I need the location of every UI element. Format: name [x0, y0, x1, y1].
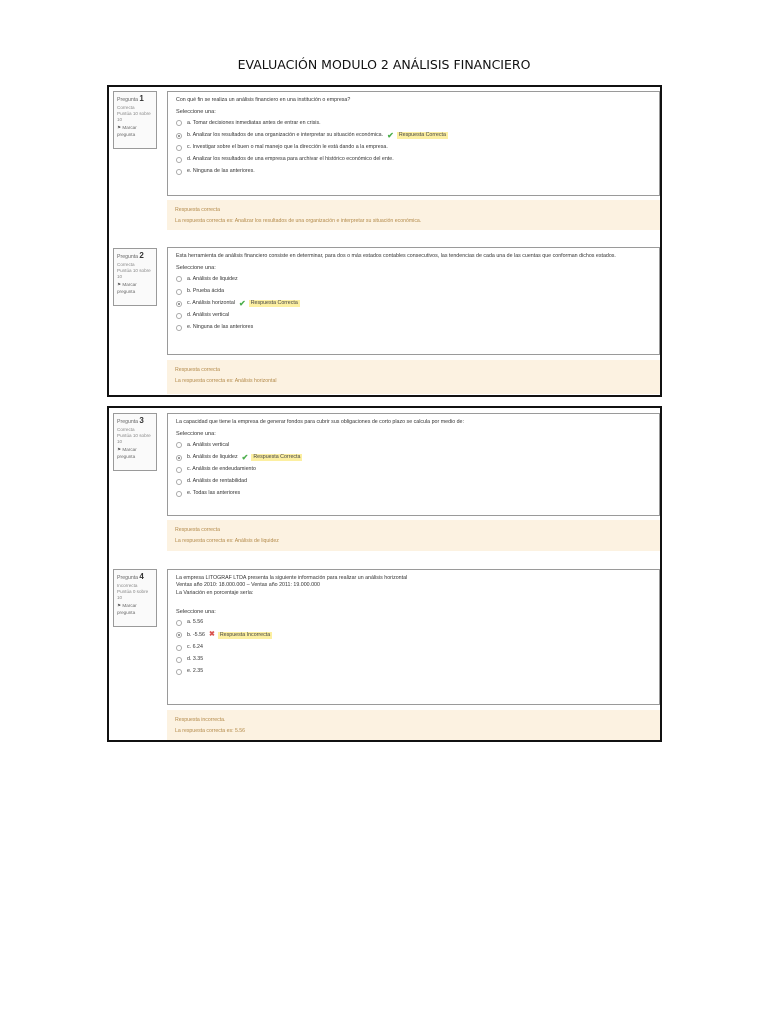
answer-option-label: b. -5.56 [187, 631, 205, 638]
flag-label: Marcar pregunta [117, 447, 137, 459]
flag-question-link[interactable] [117, 447, 153, 459]
cross-icon: ✖ [208, 631, 215, 639]
select-one-prompt: Seleccione una: [176, 265, 216, 272]
answer-feedback-tag: Respuesta Incorrecta [219, 631, 271, 638]
answer-radio[interactable] [176, 442, 182, 448]
answer-radio[interactable] [176, 467, 182, 473]
question-label: Pregunta [117, 254, 139, 260]
answer-option[interactable] [176, 273, 651, 285]
answer-option-label: a. Tomar decisiones inmediatas antes de entrar en crisis. [187, 119, 321, 126]
answer-radio[interactable] [176, 301, 182, 307]
flag-label: Marcar pregunta [117, 125, 137, 137]
question-feedback [167, 200, 660, 230]
question-text: La empresa LITOGRAF LTDA presenta la siguiente información para realizar un análisis horizontal [176, 575, 408, 581]
question-formulation [167, 413, 660, 516]
answer-radio[interactable] [176, 276, 182, 282]
question-state: Correcta [117, 261, 135, 267]
question-formulation [167, 91, 660, 196]
question-heading [117, 416, 153, 427]
screenshot-block-1 [107, 85, 662, 397]
question-points: Puntúa 10 sobre 10 [117, 110, 151, 123]
answer-option[interactable] [176, 310, 651, 322]
question-number: 1 [139, 94, 144, 103]
question-points: Puntúa 10 sobre 10 [117, 267, 151, 280]
check-icon: ✔ [239, 299, 246, 309]
answer-feedback-tag: Respuesta Correcta [253, 453, 301, 460]
select-one-prompt: Seleccione una: [176, 609, 216, 616]
question-text: La capacidad que tiene la empresa de generar fondos para cubrir sus obligaciones de corto plazo se calcula por medio de: [176, 419, 464, 425]
question-label: Pregunta [117, 419, 139, 425]
answer-option[interactable] [176, 654, 651, 666]
feedback-title: Respuesta incorrecta. [175, 717, 226, 723]
question-points: Puntúa 0 sobre 10 [117, 588, 149, 601]
feedback-correct-answer: La respuesta correcta es: Análisis de liquidez [175, 538, 279, 545]
answer-option[interactable] [176, 142, 651, 154]
screenshot-block-2 [107, 406, 662, 742]
question-info-box [113, 413, 157, 471]
answer-radio[interactable] [176, 669, 182, 675]
question-extra-line: Ventas año 2010: 18.000.000 – Ventas año 2011: 19.000.000 [176, 582, 320, 589]
answer-option-label: b. Prueba ácida [187, 287, 225, 294]
answer-radio[interactable] [176, 479, 182, 485]
question-text: Con qué fin se realiza un análisis financiero en una institución o empresa? [176, 97, 351, 103]
answer-option-label: e. Ninguna de las anteriores [187, 324, 254, 331]
question-feedback [167, 710, 660, 740]
answer-option[interactable] [176, 666, 651, 678]
question-info-box [113, 91, 157, 149]
answer-radio[interactable] [176, 632, 182, 638]
answer-option[interactable] [176, 629, 651, 641]
answer-option[interactable] [176, 322, 651, 334]
answer-radio[interactable] [176, 645, 182, 651]
answer-option[interactable] [176, 154, 651, 166]
answer-feedback-tag: Respuesta Correcta [398, 131, 446, 138]
question-info-box [113, 248, 157, 306]
flag-question-link[interactable] [117, 282, 153, 294]
answer-radio[interactable] [176, 313, 182, 319]
select-one-prompt: Seleccione una: [176, 109, 216, 116]
answer-option[interactable] [176, 641, 651, 653]
question-number: 2 [139, 251, 144, 260]
answer-radio[interactable] [176, 120, 182, 126]
flag-question-link[interactable] [117, 125, 153, 137]
question-state: Incorrecta [117, 582, 138, 588]
question-formulation [167, 247, 660, 355]
feedback-title: Respuesta correcta [175, 367, 220, 373]
answer-option-label: d. Análisis vertical [187, 312, 230, 319]
answer-option-label: a. Análisis de liquidez [187, 275, 238, 282]
flag-question-link[interactable] [117, 603, 153, 615]
question-heading [117, 572, 153, 583]
feedback-correct-answer: La respuesta correcta es: 5.56 [175, 728, 246, 735]
answer-option-label: d. Análisis de rentabilidad [187, 478, 248, 485]
answer-option-label: c. Investigar sobre el buen o mal manejo que la dirección le está dando a la empresa. [187, 144, 388, 150]
answer-option[interactable] [176, 285, 651, 297]
answer-radio[interactable] [176, 169, 182, 175]
question-info-box [113, 569, 157, 627]
answer-option[interactable] [176, 298, 651, 310]
answer-option[interactable] [176, 451, 651, 463]
answer-option-label: b. Analizar los resultados de una organización e interpretar su situación económica. [187, 131, 384, 138]
question-label: Pregunta [117, 97, 139, 103]
answer-option[interactable] [176, 166, 651, 178]
flag-icon: ⚑ [117, 447, 123, 453]
question-extra-line: La Variación en porcentaje sería: [176, 589, 254, 596]
question-state: Correcta [117, 104, 135, 110]
answer-option[interactable] [176, 488, 651, 500]
feedback-correct-answer: La respuesta correcta es: Analizar los resultados de una organización e interpretar su situación económica. [175, 218, 422, 225]
answer-option-label: a. 5.56 [187, 619, 204, 626]
flag-icon: ⚑ [117, 125, 123, 131]
question-heading [117, 94, 153, 105]
question-feedback [167, 520, 660, 551]
answer-option-label: c. 6.24 [187, 643, 203, 650]
document-title: EVALUACIÓN MODULO 2 ANÁLISIS FINANCIERO [237, 57, 531, 72]
answer-option[interactable] [176, 129, 651, 141]
answer-radio[interactable] [176, 289, 182, 295]
flag-label: Marcar pregunta [117, 603, 137, 615]
answer-option-label: c. Análisis horizontal [187, 300, 235, 306]
feedback-title: Respuesta correcta [175, 207, 220, 213]
check-icon: ✔ [241, 452, 249, 462]
answer-option-label: a. Análisis vertical [187, 441, 230, 448]
question-formulation [167, 569, 660, 705]
answer-option-label: c. Análisis de endeudamiento [187, 466, 256, 472]
question-text: Esta herramienta de análisis financiero consiste en determinar, para dos o más estados contables consecutivos, las tendencias de cada una de las cuentas que conforman dichos estados. [176, 253, 616, 259]
feedback-title: Respuesta correcta [175, 527, 220, 533]
question-number: 3 [139, 416, 144, 425]
answer-option[interactable] [176, 117, 651, 129]
answer-option-label: e. Todas las anteriores [187, 490, 241, 497]
question-state: Correcta [117, 426, 135, 432]
answer-radio[interactable] [176, 455, 182, 461]
answer-option[interactable] [176, 439, 651, 451]
question-points: Puntúa 10 sobre 10 [117, 432, 151, 445]
answer-feedback-tag: Respuesta Correcta [250, 300, 298, 306]
flag-label: Marcar pregunta [117, 282, 137, 294]
select-one-prompt: Seleccione una: [176, 431, 216, 438]
answer-radio[interactable] [176, 325, 182, 331]
answer-option[interactable] [176, 476, 651, 488]
answer-option[interactable] [176, 464, 651, 476]
answer-radio[interactable] [176, 620, 182, 626]
answer-radio[interactable] [176, 157, 182, 163]
question-feedback [167, 360, 660, 394]
flag-icon: ⚑ [117, 603, 123, 609]
flag-icon: ⚑ [117, 282, 123, 288]
answer-option[interactable] [176, 617, 651, 629]
feedback-correct-answer: La respuesta correcta es: Análisis horizontal [175, 378, 277, 385]
question-heading [117, 251, 153, 262]
check-icon: ✔ [387, 130, 394, 140]
question-label: Pregunta [117, 575, 139, 581]
answer-radio[interactable] [176, 491, 182, 497]
answer-radio[interactable] [176, 657, 182, 663]
answer-radio[interactable] [176, 133, 182, 139]
answer-radio[interactable] [176, 145, 182, 151]
answer-option-label: e. 2.35 [187, 668, 204, 675]
question-number: 4 [139, 572, 144, 581]
answer-option-label: d. Analizar los resultados de una empresa para archivar el histórico económico del ente. [187, 156, 394, 163]
answer-option-label: b. Análisis de liquidez [187, 453, 238, 460]
answer-option-label: e. Ninguna de las anteriores. [187, 168, 255, 175]
answer-option-label: d. 3.35 [187, 656, 204, 662]
